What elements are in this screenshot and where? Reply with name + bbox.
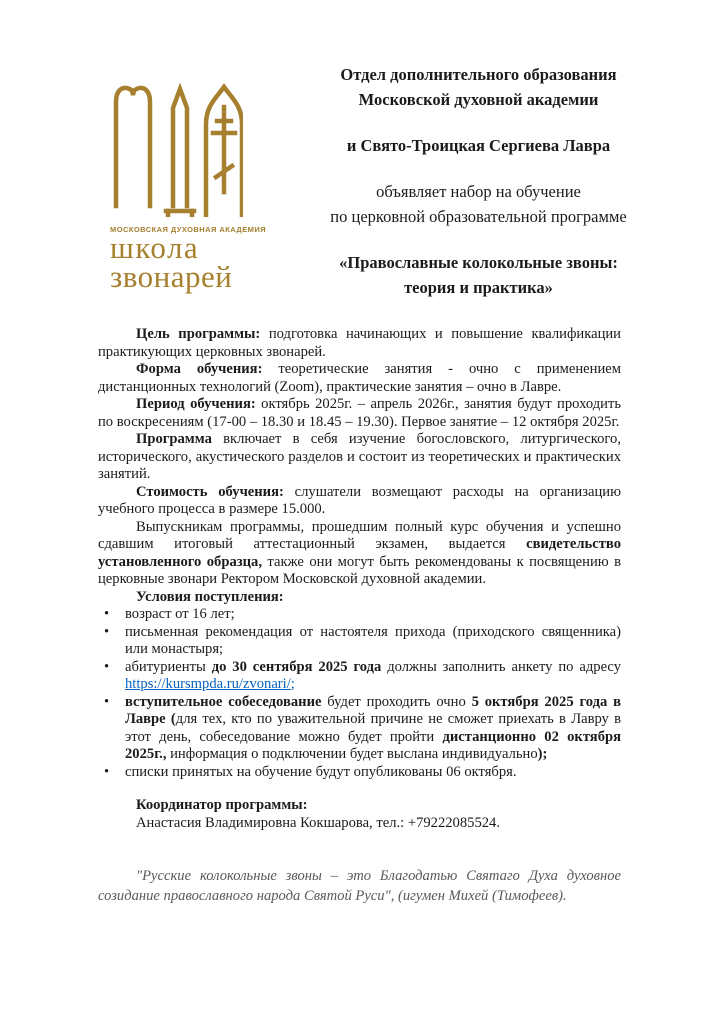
text-run: слушатели возмещают расходы на организацию учебного процесса в размере 15.000. [98,483,621,517]
text-run: октябрь 2025г. – апрель 2026г., занятия будут проходить по воскресениям (17-00 – 18.30 и 18.45 – 19.30). Первое занятие – 12 октября 2025г. [98,396,621,430]
text-run: Анастасия Владимировна Кокшарова, тел.: +79222085524. [136,814,500,831]
paragraph-goal [98,326,621,361]
logo-school-line1: школа [110,230,200,265]
text-run: ); [537,746,548,762]
text-run: списки принятых на обучение будут опубликованы 06 октября. [125,763,517,780]
paragraph-certificate [98,519,621,589]
text-run: дистанционно 02 октября 2025г., [125,728,621,762]
text-run: Программа [136,431,224,447]
org-line-2: Московской духовной академии [358,90,599,109]
bullet-interview [125,694,621,764]
text-run: теоретические занятия - очно с применением дистанционных технологий (Zoom), практические занятия – очно в Лавре. [98,361,621,395]
text-run: Условия поступления: [136,588,284,605]
document-body [98,326,621,906]
program-title-line-2: теория и практика» [404,278,553,297]
paragraph-cost [98,484,621,519]
bullet-lists [125,764,621,782]
header-text-block [260,56,719,300]
text-run: для тех, кто по уважительной причине не сможет приехать в Лавру в этот день, собеседование можно будет пройти [125,711,621,745]
conditions-heading [98,589,621,607]
text-run: письменная рекомендация от настоятеля прихода (приходского священника) или монастыря; [125,623,621,657]
logo-school-line2: звонарей [110,259,233,294]
text-run: Форма обучения: [136,361,279,377]
document-header [0,0,719,300]
coordinator-contact [136,815,621,833]
text-run: вступительное собеседование [125,693,322,710]
text-run: "Русские колокольные звоны – это Благодатью Святаго Духа духовное созидание православного народа Святой Руси", (игумен Михей (Тимофеев). [98,868,621,904]
mda-logo [110,56,267,294]
text-run: должны заполнить анкету по адресу [381,658,621,675]
paragraph-form [98,361,621,396]
paragraph-program [98,431,621,484]
text-run: подготовка начинающих и повышение квалификации практикующих церковных звонарей. [98,326,621,360]
text-run: ; [290,676,295,692]
text-run: свидетельство установленного образца, [98,536,621,570]
mda-monogram-icon [110,74,243,217]
text-run: 5 октября 2025 года в Лавре ( [125,693,621,727]
announce-line-1: объявляет набор на обучение [376,182,581,201]
org-line-1: Отдел дополнительного образования [340,65,617,84]
coordinator-heading [136,797,621,815]
closing-quote [98,866,621,906]
bullet-recommendation [125,624,621,659]
text-run: Цель программы: [136,326,269,342]
text-run: включает в себя изучение богословского, литургического, исторического, акустического разделов и состоит из теоретических и практических занятий. [98,431,621,482]
text-run: до 30 сентября 2025 года [211,658,382,675]
text-run: Выпускникам программы, прошедшим полный курс обучения и успешно сдавшим итоговый аттестационный экзамен, выдается [98,518,621,552]
bullet-application [125,659,621,694]
org-line-3: и Свято-Троицкая Сергиева Лавра [346,136,611,155]
text-run: возраст от 16 лет; [125,606,235,622]
text-run: абитуриенты [125,658,212,675]
text-run: информация о подключении будет выслана индивидуально [166,746,538,762]
text-run: также они могут быть рекомендованы к посвящению в церковные звонари Ректором Московской духовной академии. [98,553,621,587]
text-run: будет проходить очно [321,693,472,710]
conditions-list [98,606,621,781]
text-run: Координатор программы: [136,797,308,813]
bullet-age [125,606,621,624]
application-form-link[interactable]: https://kursmpda.ru/zvonari/ [125,676,291,692]
logo-academy-line: МОСКОВСКАЯ ДУХОВНАЯ АКАДЕМИЯ [110,225,267,234]
announce-line-2: по церковной образовательной программе [330,207,627,226]
coordinator-block [98,797,621,832]
paragraph-period [98,396,621,431]
text-run: Стоимость обучения: [136,483,295,500]
program-title-line-1: «Православные колокольные звоны: [339,253,618,272]
text-run: Период обучения: [136,396,262,412]
